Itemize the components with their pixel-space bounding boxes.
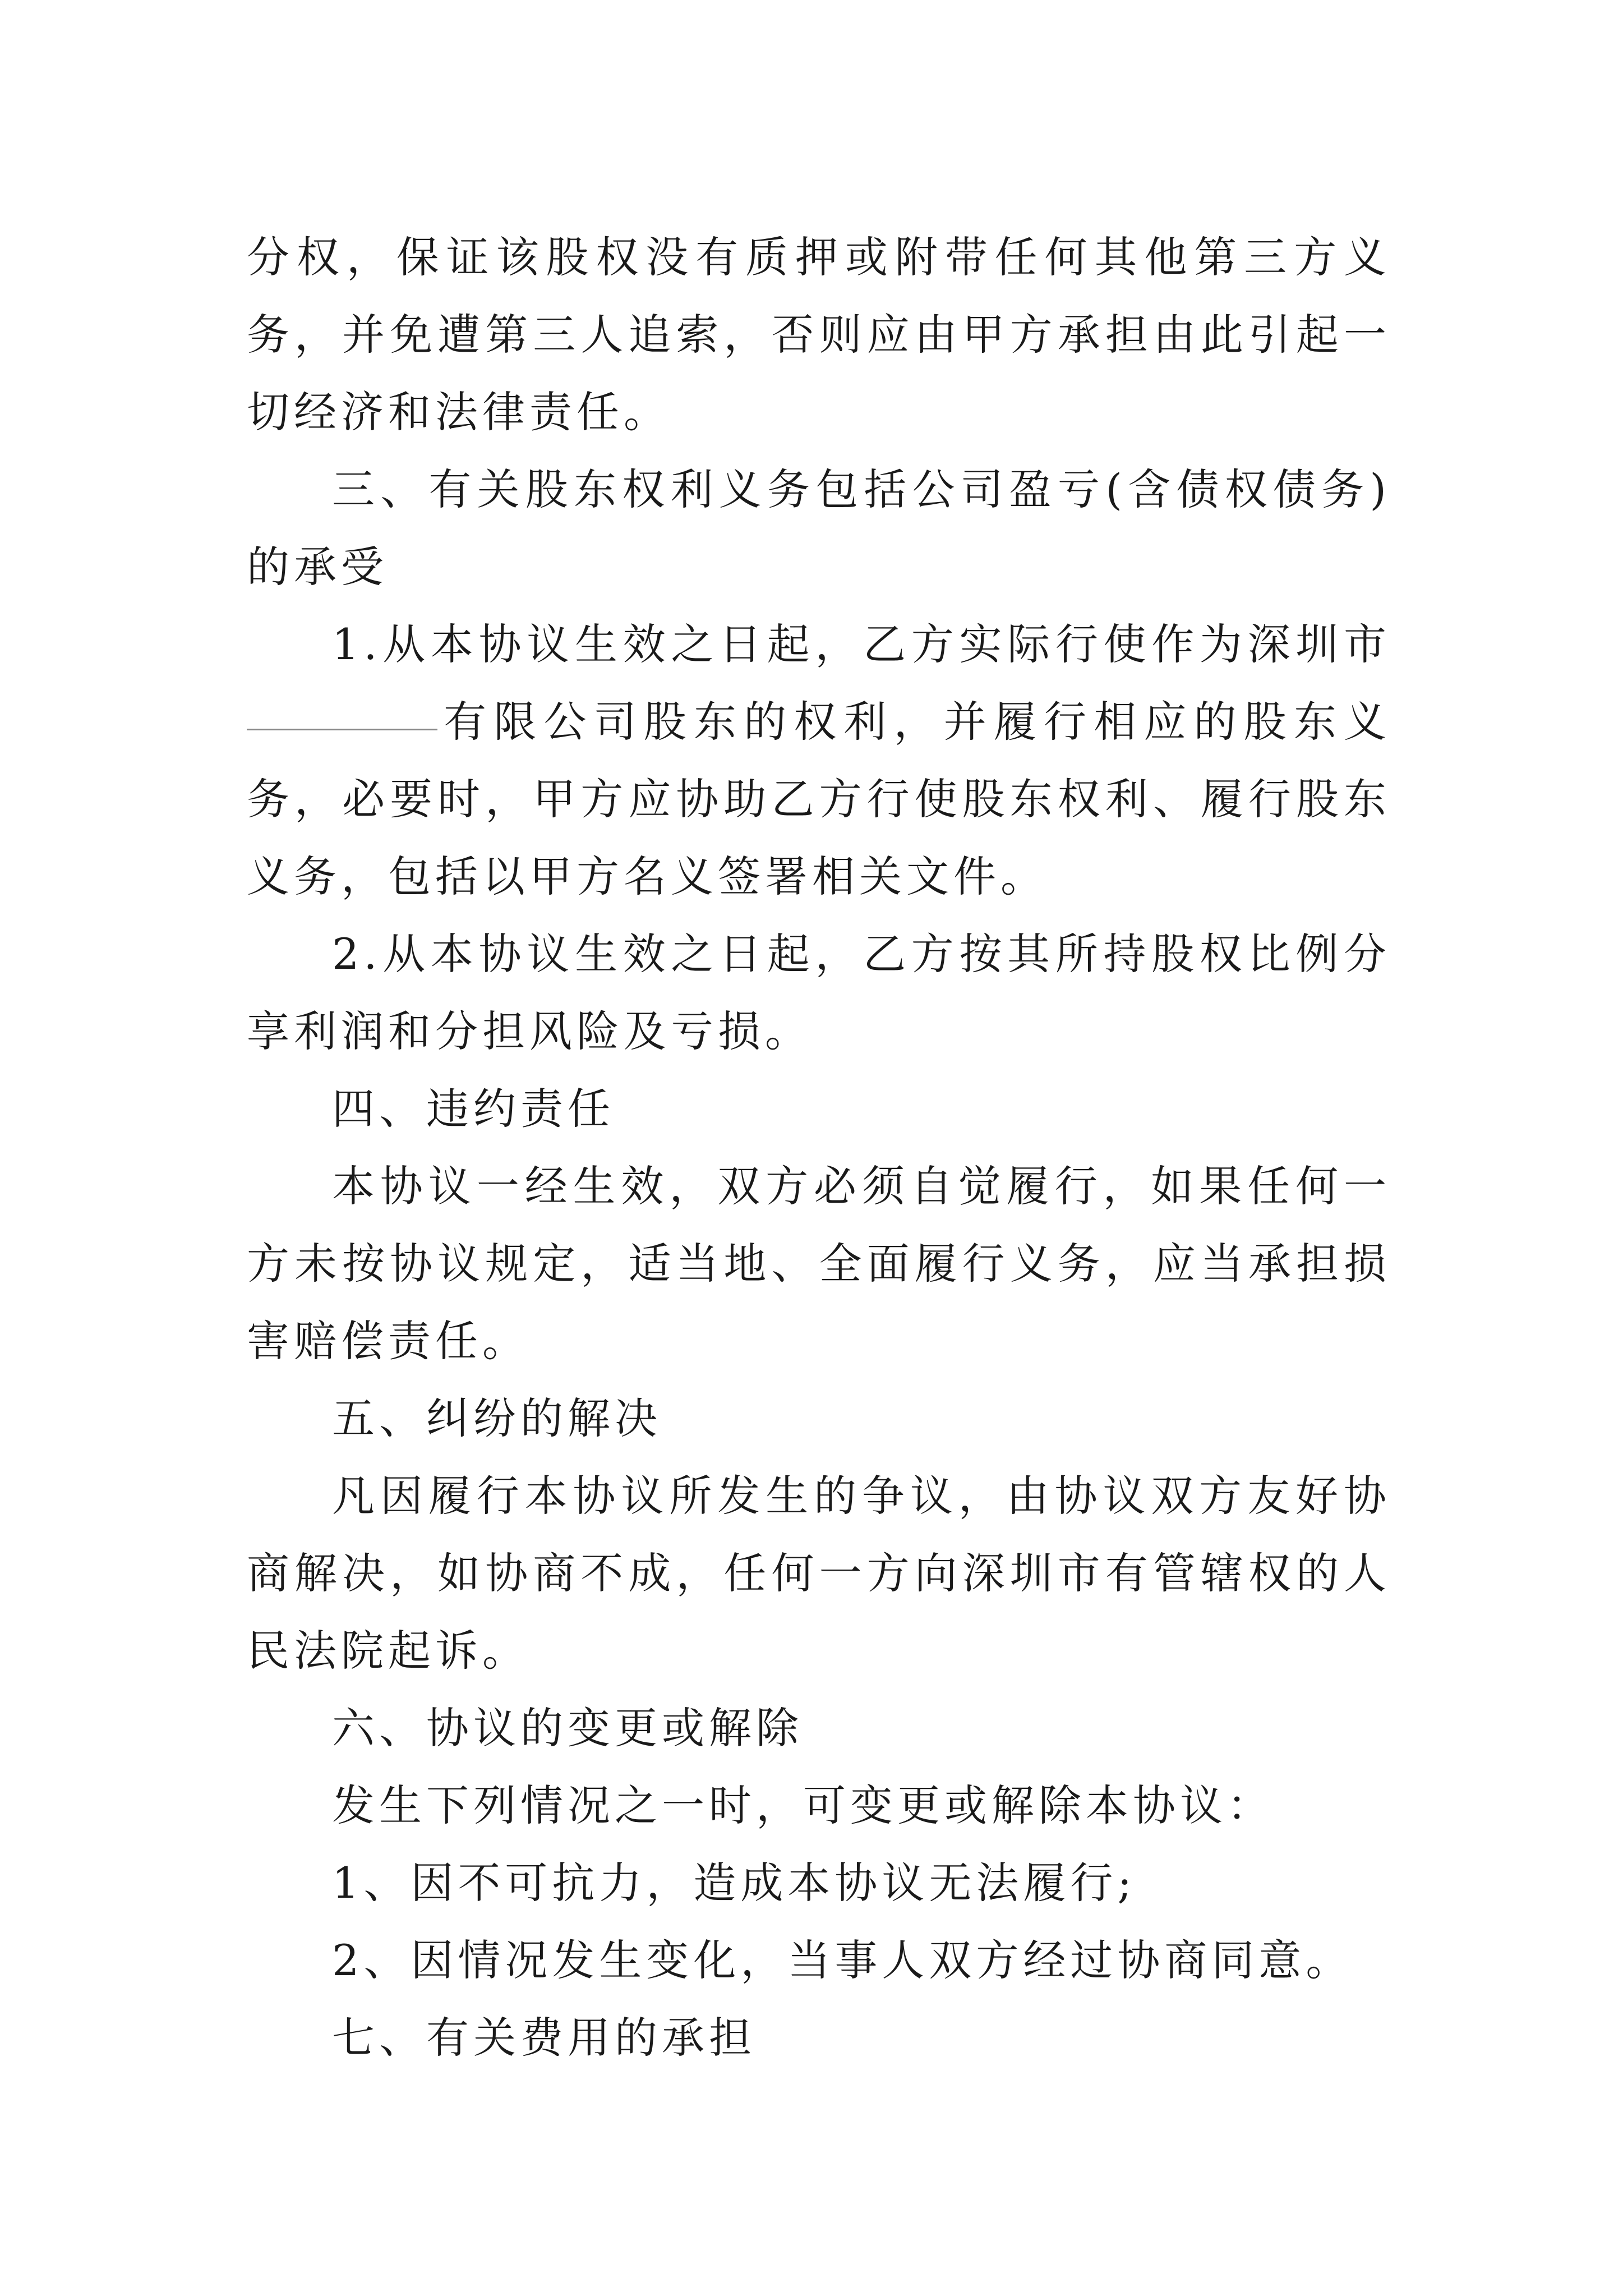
section-heading-7: 七、有关费用的承担 [332, 2013, 756, 2063]
document-body [247, 219, 1391, 2077]
paragraph-share-rights: 分权，保证该股权没有质押或附带任何其他第三方义务，并免遭第三人追索，否则应由甲方承担由此引起一切经济和法律责任。 [247, 232, 1391, 437]
section-heading-3: 三、有关股东权利义务包括公司盈亏(含债权债务)的承受 [247, 464, 1391, 592]
paragraph-3-1-rest: 有限公司股东的权利，并履行相应的股东义务，必要时，甲方应协助乙方行使股东权利、履行股东义务，包括以甲方名义签署相关文件。 [247, 697, 1391, 901]
list-item-mutual-consent: 2、因情况发生变化，当事人双方经过协商同意。 [332, 1935, 1353, 1985]
section-heading-6: 六、协议的变更或解除 [332, 1703, 803, 1753]
list-item-force-majeure: 1、因不可抗力，造成本协议无法履行; [332, 1858, 1136, 1908]
paragraph-dispute: 凡因履行本协议所发生的争议，由协议双方友好协商解决，如协商不成，任何一方向深圳市有管辖权的人民法院起诉。 [247, 1471, 1391, 1676]
section-heading-5: 五、纠纷的解决 [332, 1393, 662, 1443]
paragraph-3-1-start: 1.从本协议生效之日起，乙方实际行使作为深圳市 [332, 619, 1391, 669]
paragraph-termination-intro: 发生下列情况之一时，可变更或解除本协议： [332, 1780, 1274, 1830]
section-heading-4: 四、违约责任 [332, 1084, 615, 1134]
paragraph-breach: 本协议一经生效，双方必须自觉履行，如果任何一方未按协议规定，适当地、全面履行义务，应当承担损害赔偿责任。 [247, 1161, 1391, 1366]
company-name-blank [247, 728, 437, 730]
paragraph-3-1 [247, 606, 1391, 915]
paragraph-3-2: 2.从本协议生效之日起，乙方按其所持股权比例分享利润和分担风险及亏损。 [247, 929, 1391, 1056]
